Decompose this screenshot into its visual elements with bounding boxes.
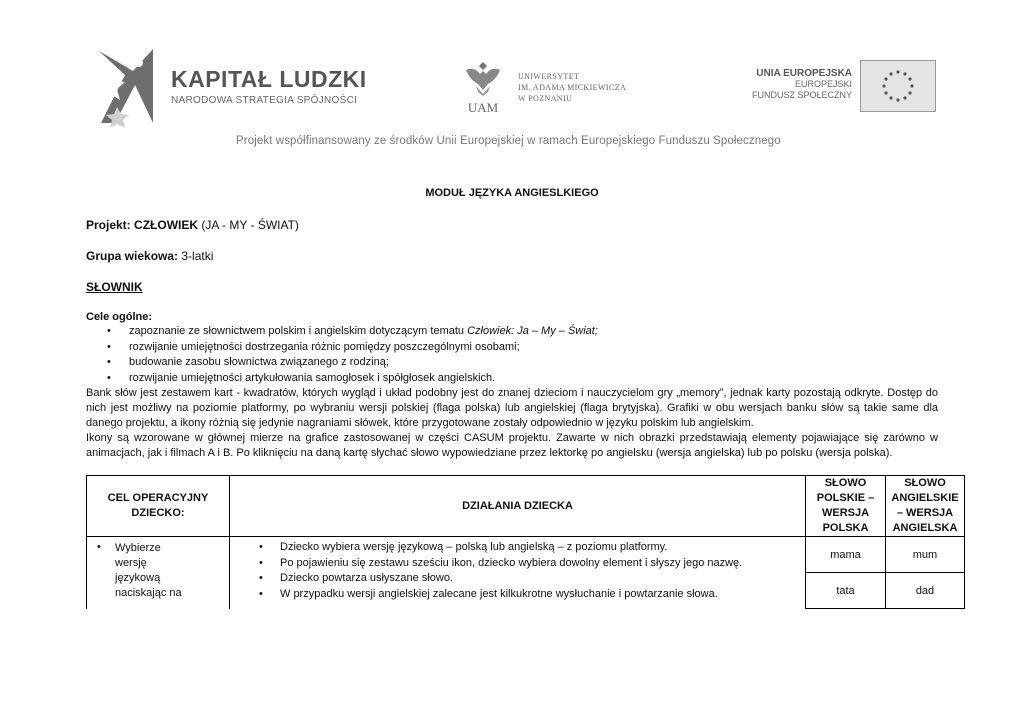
goal-text: zapoznanie ze słownictwem polskim i angielskim dotyczącym tematu [129, 325, 468, 337]
cofinance-note: Projekt współfinansowany ze środków Unii Europejskiej w ramach Europejskiego Funduszu Społecznego [236, 135, 781, 147]
kapital-ludzki-emblem-icon [95, 45, 157, 127]
goal-text: rozwijanie umiejętności artykułowania samogłosek i spółgłosek angielskich. [129, 371, 496, 384]
bullet-icon: • [107, 371, 111, 384]
uam-line-2: IM. ADAMA MICKIEWICZA [518, 82, 627, 92]
activity-table [86, 475, 965, 609]
list-item [230, 540, 805, 556]
list-item [230, 587, 805, 603]
paragraph-1: Bank słów jest zestawem kart - kwadratów, których wygląd i układ podobny jest do znanej dzieciom i nauczycielom gry „memory”, jednak karty pozostają odkryte. Dostęp do nich jest możliwy na poziomie platformy, po wybraniu wersji polskiej (flaga polska) lub angielskiej (flaga brytyjska). Grafiki w obu wersjach banku słów są takie same dla danego projektu, a ikony różnią się jedynie nagraniami słówek, które przygotowane zostały odpowiednio w języku polskim lub angielskim. [86, 387, 938, 429]
ue-logo [752, 60, 936, 112]
group-label: Grupa wiekowa: [86, 249, 179, 263]
action-text: Dziecko powtarza usłyszane słowo. [280, 572, 454, 584]
cel-text: Wybierze wersję językową naciskając na [115, 542, 182, 599]
goals-label: Cele ogólne: [86, 311, 153, 323]
ue-line-2: EUROPEJSKI [795, 79, 853, 89]
table-row [87, 537, 965, 573]
table-header-row [87, 476, 965, 537]
kapital-ludzki-subtitle: NARODOWA STRATEGIA SPÓJNOŚCI [171, 95, 358, 106]
action-text: Po pojawieniu się zestawu sześciu ikon, dziecko wybiera dowolny element i słyszy jego nazwę. [280, 556, 743, 569]
goal-text: budowanie zasobu słownictwa związanego z rodziną; [129, 356, 389, 368]
list-item [230, 571, 805, 587]
actions-cell [230, 537, 806, 609]
bullet-icon: • [259, 572, 263, 584]
bullet-icon: • [107, 340, 111, 353]
paragraph-2: Ikony są wzorowane w głównej mierze na grafice zastosowanej w części CASUM projektu. Zawarte w nich obrazki przedstawiają elementy pojawiające się zarówno w animacjach, jak i filmach A i B. Po kliknięciu na daną kartę słychać słowo wypowiedziane przez lektorkę po angielsku (wersja angielska) lub po polsku (wersja polska). [86, 432, 938, 459]
list-item [86, 324, 598, 340]
list-item [86, 371, 598, 387]
header-dzialania: DZIAŁANIA DZIECKA [230, 476, 806, 537]
bullet-icon: • [259, 541, 263, 553]
bullet-icon: • [259, 556, 263, 569]
document-title: MODUŁ JĘZYKA ANGIESLKIEGO [425, 187, 599, 199]
word-polish: mama [806, 537, 886, 573]
kapital-ludzki-logo [95, 45, 367, 127]
word-english: mum [886, 537, 965, 573]
list-item [86, 340, 598, 356]
project-name: CZŁOWIEK [134, 218, 199, 232]
word-polish: tata [806, 573, 886, 609]
ue-line-1: UNIA EUROPEJSKA [756, 68, 853, 79]
bullet-icon: • [107, 356, 111, 368]
project-line [86, 218, 299, 233]
project-label: Projekt: [86, 218, 131, 232]
description-paragraphs [86, 386, 938, 461]
bullet-icon: • [97, 541, 101, 553]
uam-line-1: UNIWERSYTET [518, 71, 580, 81]
action-text: Dziecko wybiera wersję językową – polską lub angielską – z poziomu platformy. [280, 541, 668, 553]
goals-list [86, 324, 598, 386]
cel-cell [87, 537, 230, 609]
header-english: SŁOWO ANGIELSKIE – WERSJA ANGIELSKA [886, 476, 965, 537]
goal-topic: Człowiek: Ja – My – Świat; [467, 325, 598, 337]
project-rest: (JA - MY - ŚWIAT) [198, 218, 299, 232]
group-line [86, 249, 213, 264]
header-polish: SŁOWO POLSKIE – WERSJA POLSKA [806, 476, 886, 537]
bullet-icon: • [107, 325, 111, 337]
goal-text: rozwijanie umiejętności dostrzegania różnic pomiędzy poszczególnymi osobami; [129, 340, 520, 353]
uam-eagle-icon [462, 58, 504, 116]
group-value: 3-latki [178, 249, 214, 263]
kapital-ludzki-title: KAPITAŁ LUDZKI [171, 66, 367, 92]
uam-line-3: W POZNANIU [518, 93, 573, 103]
action-text: W przypadku wersji angielskiej zalecane jest kilkukrotne wysłuchanie i powtarzanie słowa. [280, 587, 718, 600]
eu-flag-icon [860, 60, 936, 112]
list-item [86, 355, 598, 371]
header-cel: CEL OPERACYJNY DZIECKO: [87, 476, 230, 537]
uam-logo [462, 58, 626, 116]
list-item [230, 556, 805, 572]
word-english: dad [886, 573, 965, 609]
uam-mark: UAM [467, 100, 499, 115]
section-heading: SŁOWNIK [86, 280, 143, 294]
ue-line-3: FUNDUSZ SPOŁECZNY [752, 90, 853, 100]
actions-list [230, 537, 805, 602]
bullet-icon: • [259, 587, 263, 600]
